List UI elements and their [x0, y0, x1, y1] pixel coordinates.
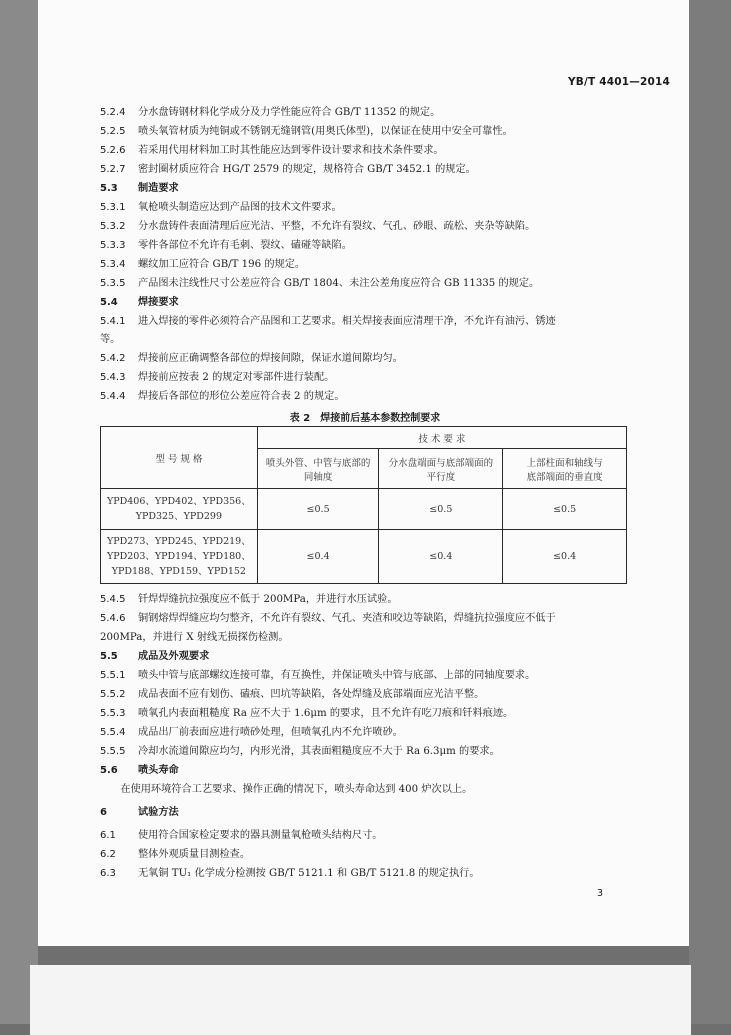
- clause-text: 进入焊接的零件必须符合产品图和工艺要求。相关焊接表面应清理干净，不允许有油污、锈迹: [138, 316, 556, 327]
- clause-text: 试验方法: [138, 807, 179, 818]
- clause-number: 5.5.5: [100, 746, 126, 757]
- clause-number: 6.2: [100, 849, 116, 860]
- clause-number: 6.1: [100, 830, 116, 841]
- model-cell: YPD273、YPD245、YPD219、 YPD203、YPD194、YPD180、 YPD188、YPD159、YPD152: [101, 530, 258, 584]
- clause-number: 5.3.4: [100, 259, 126, 270]
- clause-line: [100, 726, 630, 740]
- clause-line: [100, 593, 630, 607]
- clause-number: 5.2.4: [100, 107, 126, 118]
- clause-number: 5.3.3: [100, 240, 126, 251]
- standard-number: YB/T 4401—2014: [567, 76, 670, 88]
- value-cell: ≤0.5: [257, 489, 379, 530]
- clause-line: [100, 333, 630, 347]
- clause-text: 无氧铜 TU₁ 化学成分检测按 GB/T 5121.1 和 GB/T 5121.8 的规定执行。: [138, 868, 480, 879]
- header-perpendicularity: 上部柱面和轴线与 底部端面的垂直度: [503, 449, 627, 489]
- clause-number: 5.6: [100, 765, 118, 776]
- clause-text: 分水盘铸钢材料化学成分及力学性能应符合 GB/T 11352 的规定。: [138, 107, 441, 118]
- clause-number: 5.5.1: [100, 670, 126, 681]
- value-cell: ≤0.5: [503, 489, 627, 530]
- next-page-edge: [30, 965, 691, 1035]
- clause-text: 在使用环境符合工艺要求、操作正确的情况下，喷头寿命达到 400 炉次以上。: [100, 784, 473, 795]
- clause-number: 5.2.6: [100, 145, 126, 156]
- clause-number: 5.2.5: [100, 126, 126, 137]
- section-heading: [100, 182, 630, 196]
- value-cell: ≤0.5: [379, 489, 503, 530]
- clause-text: 等。: [100, 334, 121, 345]
- clause-line: [100, 707, 630, 721]
- clause-number: 5.3.5: [100, 278, 126, 289]
- clause-number: 5.4.1: [100, 316, 126, 327]
- clause-line: [100, 220, 630, 234]
- clause-text: 产品图未注线性尺寸公差应符合 GB/T 1804、未注公差角度应符合 GB 11335 的规定。: [138, 278, 540, 289]
- clause-text: 分水盘铸件表面清理后应光洁、平整，不允许有裂纹、气孔、砂眼、疏松、夹杂等缺陷。: [138, 221, 536, 232]
- clause-text: 成品出厂前表面应进行喷砂处理，但喷氧孔内不允许喷砂。: [138, 727, 403, 738]
- value-cell: ≤0.4: [257, 530, 379, 584]
- clause-number: 5.3.1: [100, 202, 126, 213]
- value-cell: ≤0.4: [503, 530, 627, 584]
- clause-number: 5.4.6: [100, 613, 126, 624]
- clause-text: 整体外观质量目测检查。: [138, 849, 251, 860]
- clause-text: 螺纹加工应符合 GB/T 196 的规定。: [138, 259, 306, 270]
- clause-line: [100, 315, 630, 329]
- clause-line: [100, 144, 630, 158]
- value-cell: ≤0.4: [379, 530, 503, 584]
- right-margin-bar: [689, 0, 731, 1024]
- clause-text: 密封圈材质应符合 HG/T 2579 的规定，规格符合 GB/T 3452.1 的规定。: [138, 164, 476, 175]
- clause-number: 5.4.4: [100, 391, 126, 402]
- clause-number: 5.3.2: [100, 221, 126, 232]
- clause-line: [100, 239, 630, 253]
- clause-text: 铜钢熔焊焊缝应均匀整齐，不允许有裂纹、气孔、夹渣和咬边等缺陷，焊缝抗拉强度应不低于: [138, 613, 556, 624]
- clause-number: 5.4.5: [100, 594, 126, 605]
- section-heading: [100, 650, 630, 664]
- clause-text: 焊接前应按表 2 的规定对零部件进行装配。: [138, 372, 335, 383]
- clause-number: 5.4.3: [100, 372, 126, 383]
- clause-number: 6: [100, 807, 107, 818]
- clause-line: [100, 829, 630, 843]
- clause-text: 若采用代用材料加工时其性能应达到零件设计要求和技术条件要求。: [138, 145, 444, 156]
- clause-line: [100, 390, 630, 404]
- clause-number: 5.5.2: [100, 689, 126, 700]
- clause-text: 喷头寿命: [138, 765, 179, 776]
- clause-number: 5.4: [100, 297, 118, 308]
- table-row: [101, 530, 627, 584]
- clause-line: [100, 669, 630, 683]
- clause-line: [100, 201, 630, 215]
- clause-number: 6.3: [100, 868, 116, 879]
- clause-number: 5.5.4: [100, 727, 126, 738]
- table-row: [101, 489, 627, 530]
- clause-line: [100, 612, 630, 626]
- clause-text: 钎焊焊缝抗拉强度应不低于 200MPa，并进行水压试验。: [138, 594, 398, 605]
- clause-line: [100, 258, 630, 272]
- clause-text: 零件各部位不允许有毛刺、裂纹、磕碰等缺陷。: [138, 240, 352, 251]
- header-parallelism: 分水盘端面与底部端面的 平行度: [379, 449, 503, 489]
- page-number: 3: [597, 888, 604, 899]
- clause-text: 喷头氧管材质为纯铜或不锈钢无缝钢管(用奥氏体型)，以保证在使用中安全可靠性。: [138, 126, 513, 137]
- clause-line: [100, 125, 630, 139]
- clause-text: 制造要求: [138, 183, 179, 194]
- model-cell: YPD406、YPD402、YPD356、 YPD325、YPD299: [101, 489, 258, 530]
- section-heading: [100, 764, 630, 778]
- clause-line: [100, 277, 630, 291]
- header-model: 型 号 规 格: [101, 427, 258, 489]
- clause-number: 5.5: [100, 651, 118, 662]
- clause-line: [100, 106, 630, 120]
- clause-text: 冷却水流道间隙应均匀，内形光滑，其表面粗糙度应不大于 Ra 6.3μm 的要求。: [138, 746, 500, 757]
- clause-text: 使用符合国家检定要求的器具测量氧枪喷头结构尺寸。: [138, 830, 383, 841]
- clause-number: 5.5.3: [100, 708, 126, 719]
- section-heading: [100, 806, 630, 820]
- clause-text: 成品表面不应有划伤、磕痕、凹坑等缺陷，各处焊缝及底部端面应光洁平整。: [138, 689, 485, 700]
- clause-text: 喷氧孔内表面粗糙度 Ra 应不大于 1.6μm 的要求，且不允许有吃刀痕和钎料痕迹。: [138, 708, 514, 719]
- clause-line: [100, 631, 630, 645]
- clause-line: [100, 163, 630, 177]
- clause-number: 5.3: [100, 183, 118, 194]
- clause-line: [100, 371, 630, 385]
- clause-line: [100, 867, 630, 881]
- clause-line: [100, 688, 630, 702]
- clause-text: 焊接后各部位的形位公差应符合表 2 的规定。: [138, 391, 345, 402]
- section-heading: [100, 296, 630, 310]
- clause-line: [100, 352, 630, 366]
- clause-text: 焊接要求: [138, 297, 179, 308]
- table-caption: 表 2 焊接前后基本参数控制要求: [289, 413, 441, 424]
- clause-text: 200MPa，并进行 X 射线无损探伤检测。: [100, 632, 289, 643]
- clause-line: [100, 848, 630, 862]
- parameter-table: [100, 426, 627, 584]
- clause-text: 氧枪喷头制造应达到产品图的技术文件要求。: [138, 202, 342, 213]
- header-tech-requirements: 技 术 要 求: [257, 427, 626, 449]
- clause-text: 喷头中管与底部螺纹连接可靠，有互换性，并保证喷头中管与底部、上部的同轴度要求。: [138, 670, 536, 681]
- clause-number: 5.4.2: [100, 353, 126, 364]
- clause-text: 成品及外观要求: [138, 651, 210, 662]
- left-margin-bar: [0, 0, 38, 1024]
- header-coaxiality: 喷头外管、中管与底部的 同轴度: [257, 449, 379, 489]
- clause-line: [100, 745, 630, 759]
- clause-text: 焊接前应正确调整各部位的焊接间隙，保证水道间隙均匀。: [138, 353, 403, 364]
- clause-number: 5.2.7: [100, 164, 126, 175]
- clause-line: [100, 783, 630, 797]
